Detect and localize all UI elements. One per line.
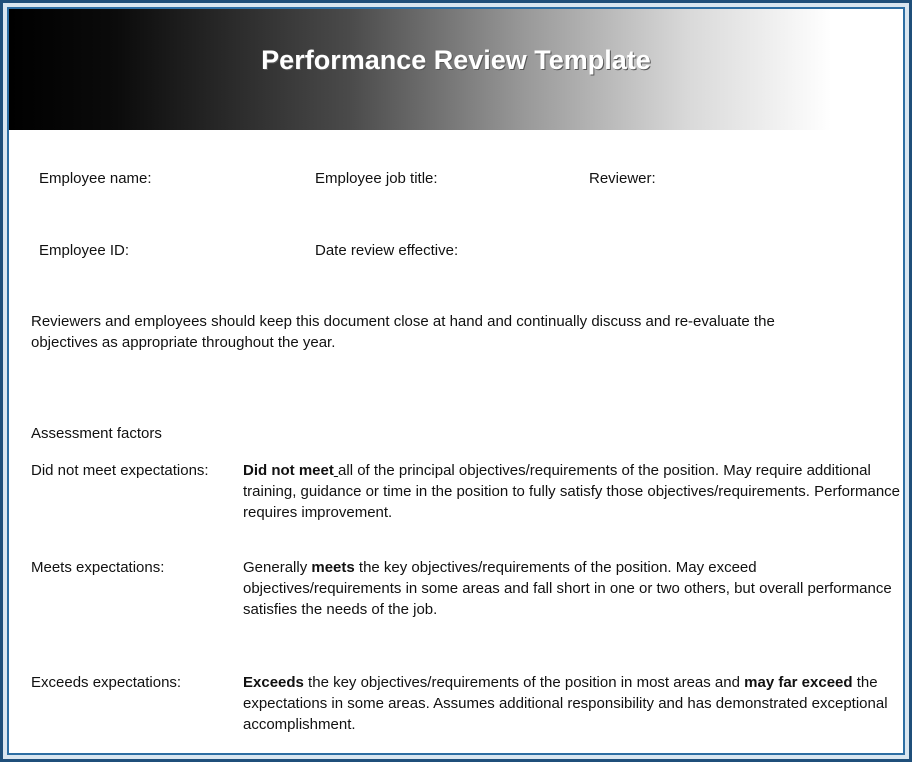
- factor-text-segment: may far exceed: [744, 674, 853, 691]
- factor-text-segment: all of the principal objectives/requirements of the position. May require additional training, guidance or time in the position to fully satisfy those objectives/requirements. Performance requires improvement.: [243, 462, 900, 521]
- document-page: [7, 7, 905, 755]
- reviewer-label: Reviewer:: [589, 170, 656, 187]
- employee-name-label: Employee name:: [39, 170, 152, 187]
- factor-label-did-not-meet: Did not meet expectations:: [31, 462, 209, 479]
- intro-paragraph: Reviewers and employees should keep this document close at hand and continually discuss and re-evaluate the objectives as appropriate throughout the year.: [31, 313, 775, 351]
- factor-description-exceeds: [243, 672, 903, 735]
- employee-id-label: Employee ID:: [39, 242, 130, 259]
- factor-label-meets: Meets expectations:: [31, 559, 165, 576]
- factor-text-segment: meets: [311, 559, 355, 576]
- page-title: Performance Review Template: [261, 45, 651, 75]
- factor-text-segment: Exceeds: [243, 674, 304, 691]
- factor-description-meets: [243, 557, 903, 620]
- factor-label-exceeds: Exceeds expectations:: [31, 674, 182, 691]
- assessment-heading: Assessment factors: [31, 425, 162, 442]
- factor-text-segment: the key objectives/requirements of the position in most areas and: [303, 674, 745, 691]
- factor-text-segment: the expectations in some areas. Assumes additional responsibility and has demonstrated exceptional accomplishment.: [243, 674, 888, 733]
- factor-text-segment: Generally: [243, 559, 312, 576]
- date-review-effective-label: Date review effective:: [315, 242, 459, 259]
- factor-text-segment: Did not meet: [243, 462, 334, 479]
- factor-description-did-not-meet: [243, 460, 903, 523]
- employee-job-title-label: Employee job title:: [315, 170, 438, 187]
- title-banner: [9, 9, 903, 130]
- factor-text-segment: the key objectives/requirements of the position. May exceed objectives/requirements in some areas and fall short in one or two others, but overall performance satisfies the needs of the job.: [243, 559, 892, 618]
